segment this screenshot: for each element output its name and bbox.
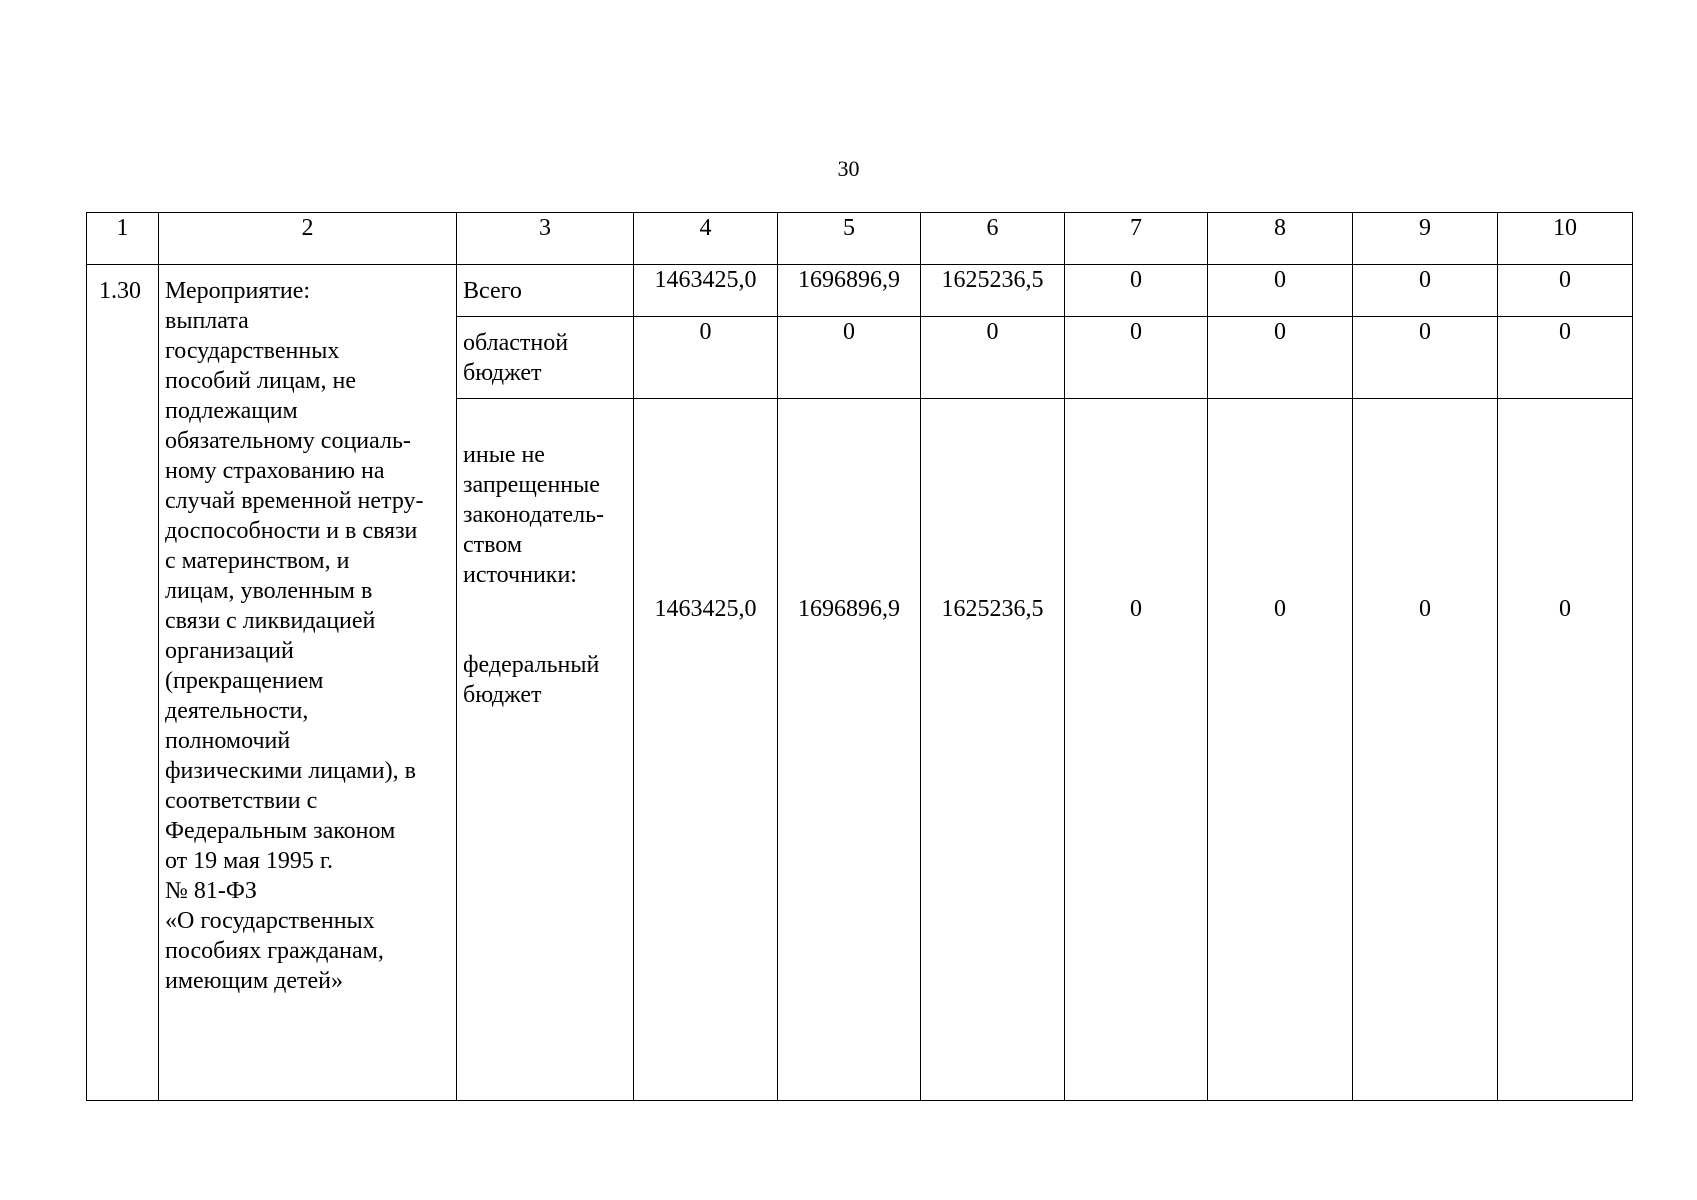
column-number: 2 (159, 213, 457, 265)
column-number: 5 (778, 213, 921, 265)
value-cell: 0 (1498, 265, 1633, 317)
column-number: 9 (1353, 213, 1498, 265)
federal-budget-label: федеральный бюджет (463, 652, 600, 708)
value-cell: 0 (1208, 265, 1353, 317)
table-row-total (87, 265, 1633, 317)
source-label-regional: областной бюджет (457, 317, 634, 399)
column-number: 10 (1498, 213, 1633, 265)
value-cell: 0 (921, 317, 1065, 399)
value-cell: 0 (1065, 399, 1208, 1101)
value-cell: 0 (1065, 265, 1208, 317)
column-number: 6 (921, 213, 1065, 265)
row-id: 1.30 (87, 265, 159, 1101)
column-number: 7 (1065, 213, 1208, 265)
page-number: 30 (837, 156, 860, 181)
column-number: 3 (457, 213, 634, 265)
value-cell: 1463425,0 (634, 399, 778, 1101)
source-label-other (457, 399, 634, 1101)
source-label-total: Всего (457, 265, 634, 317)
column-number: 4 (634, 213, 778, 265)
value-cell: 0 (1353, 317, 1498, 399)
value-cell: 1625236,5 (921, 265, 1065, 317)
column-number: 1 (87, 213, 159, 265)
value-cell: 0 (778, 317, 921, 399)
value-cell: 0 (1353, 265, 1498, 317)
value-cell: 0 (1353, 399, 1498, 1101)
value-cell: 0 (634, 317, 778, 399)
value-cell: 0 (1208, 317, 1353, 399)
value-cell: 0 (1065, 317, 1208, 399)
value-cell: 1696896,9 (778, 265, 921, 317)
value-cell: 0 (1208, 399, 1353, 1101)
measure-description: Мероприятие: выплата государственных пособий лицам, не подлежащим обязательному социаль- ному страхованию на случай временной нетру- доспособности и в связи с материнством, и лицам, уволенным в связи с ликвидацией организаций (прекращением деятельности, полномочий физическими лицами), в соответствии с Федеральным законом от 19 мая 1995 г. № 81-ФЗ «О государственных пособиях гражданам, имеющим детей» (159, 265, 457, 1101)
column-number-row (87, 213, 1633, 265)
budget-table (86, 212, 1633, 1101)
other-sources-label: иные не запрещенные законодатель- ством источники: (463, 442, 605, 588)
value-cell: 1625236,5 (921, 399, 1065, 1101)
column-number: 8 (1208, 213, 1353, 265)
value-cell: 1696896,9 (778, 399, 921, 1101)
value-cell: 0 (1498, 399, 1633, 1101)
value-cell: 0 (1498, 317, 1633, 399)
value-cell: 1463425,0 (634, 265, 778, 317)
